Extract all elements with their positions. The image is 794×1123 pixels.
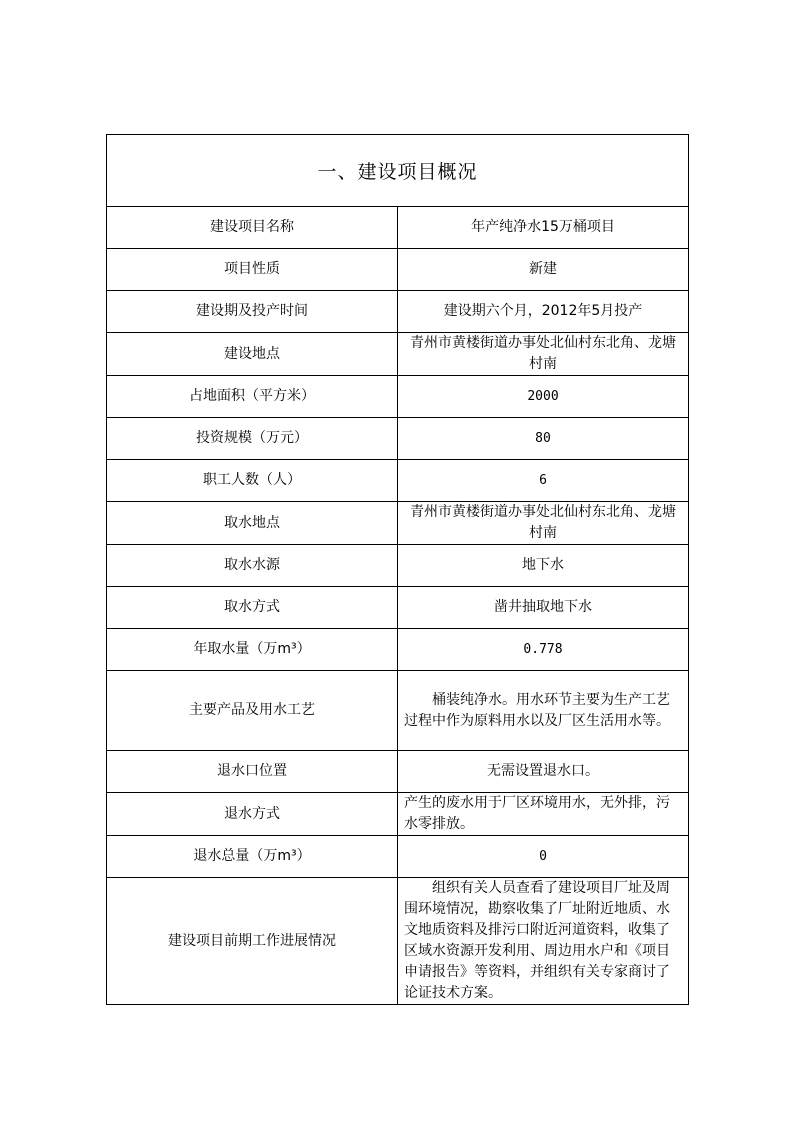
table-row	[107, 291, 689, 333]
table-row	[107, 333, 689, 376]
row-label: 年取水量（万m³）	[107, 629, 398, 671]
row-label: 建设项目前期工作进展情况	[107, 878, 398, 1005]
row-value: 建设期六个月，2012年5月投产	[398, 291, 689, 333]
row-value: 青州市黄楼街道办事处北仙村东北角、龙塘村南	[398, 502, 689, 545]
table-row	[107, 207, 689, 249]
row-value: 凿井抽取地下水	[398, 587, 689, 629]
row-label: 投资规模（万元）	[107, 418, 398, 460]
row-label: 建设地点	[107, 333, 398, 376]
row-label: 主要产品及用水工艺	[107, 671, 398, 751]
row-value: 无需设置退水口。	[398, 751, 689, 793]
row-label: 取水地点	[107, 502, 398, 545]
row-value: 地下水	[398, 545, 689, 587]
row-value: 0	[398, 836, 689, 878]
row-label: 退水总量（万m³）	[107, 836, 398, 878]
row-value: 组织有关人员查看了建设项目厂址及周围环境情况，勘察收集了厂址附近地质、水文地质资料及排污口附近河道资料，收集了区域水资源开发利用、周边用水户和《项目申请报告》等资料，并组织有关专家商讨了论证技术方案。	[398, 878, 689, 1005]
project-overview-table	[106, 134, 689, 1005]
row-label: 取水方式	[107, 587, 398, 629]
row-label: 占地面积（平方米）	[107, 376, 398, 418]
row-value: 青州市黄楼街道办事处北仙村东北角、龙塘村南	[398, 333, 689, 376]
row-label: 建设期及投产时间	[107, 291, 398, 333]
project-overview-sheet	[106, 134, 689, 1005]
row-label: 退水方式	[107, 793, 398, 836]
row-label: 职工人数（人）	[107, 460, 398, 502]
row-value: 0.778	[398, 629, 689, 671]
table-row	[107, 545, 689, 587]
table-row	[107, 793, 689, 836]
table-row	[107, 671, 689, 751]
table-title: 一、建设项目概况	[107, 135, 689, 207]
row-value: 桶装纯净水。用水环节主要为生产工艺过程中作为原料用水以及厂区生活用水等。	[398, 671, 689, 751]
row-value: 6	[398, 460, 689, 502]
table-row	[107, 836, 689, 878]
row-label: 退水口位置	[107, 751, 398, 793]
row-label: 取水水源	[107, 545, 398, 587]
row-value: 80	[398, 418, 689, 460]
table-row	[107, 629, 689, 671]
row-value: 新建	[398, 249, 689, 291]
table-row	[107, 460, 689, 502]
table-row	[107, 751, 689, 793]
table-row	[107, 376, 689, 418]
row-label: 项目性质	[107, 249, 398, 291]
table-row	[107, 418, 689, 460]
row-label: 建设项目名称	[107, 207, 398, 249]
row-value: 产生的废水用于厂区环境用水，无外排，污水零排放。	[398, 793, 689, 836]
table-row	[107, 502, 689, 545]
row-value: 年产纯净水15万桶项目	[398, 207, 689, 249]
title-row	[107, 135, 689, 207]
table-row	[107, 587, 689, 629]
table-row	[107, 249, 689, 291]
table-row	[107, 878, 689, 1005]
row-value: 2000	[398, 376, 689, 418]
